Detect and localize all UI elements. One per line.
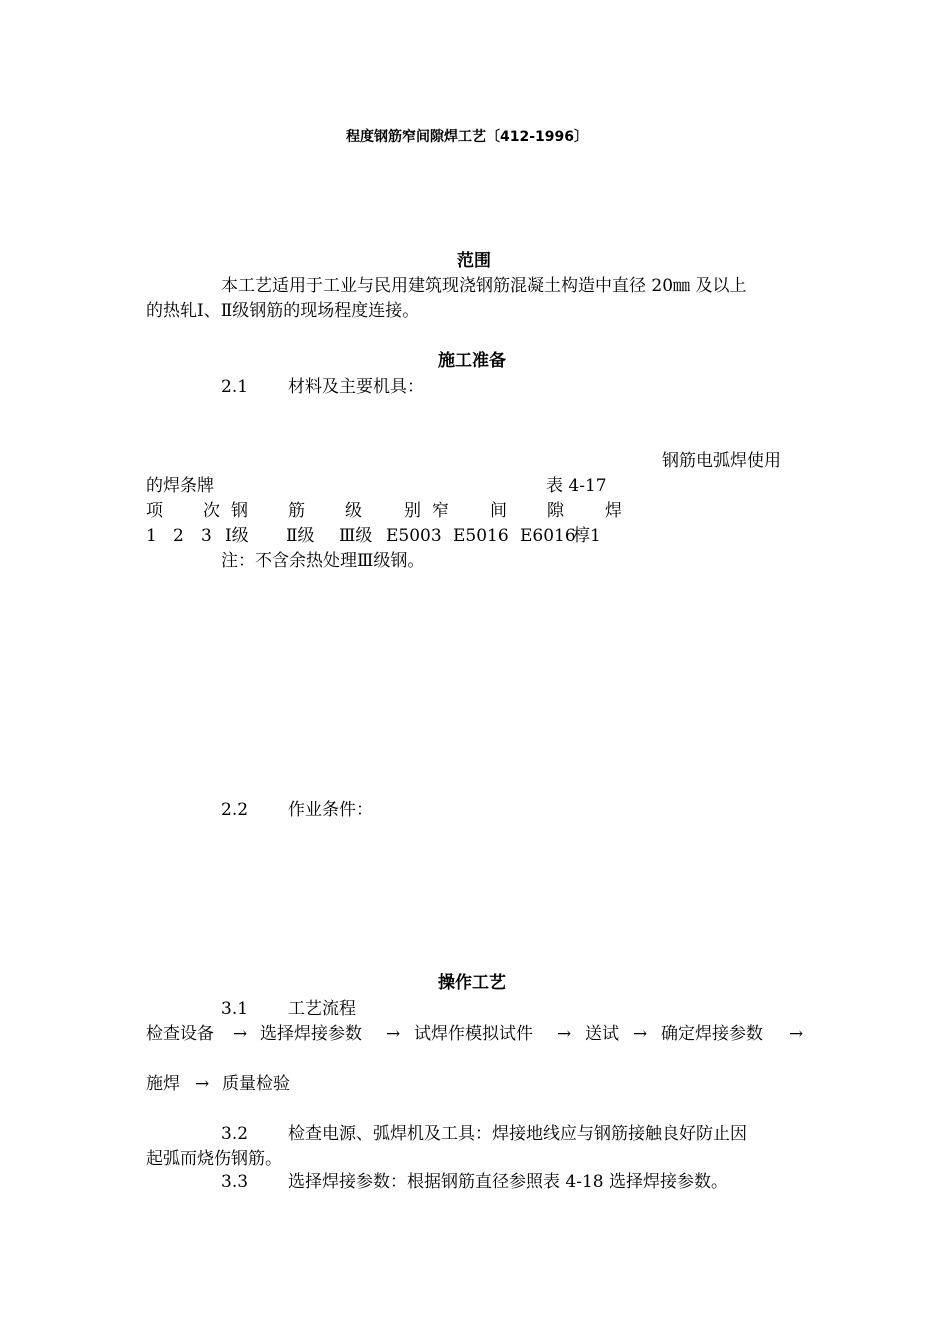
table-header-cell: 间 [490,501,507,521]
scope-paragraph-line2: 的热轧Ⅰ、Ⅱ级钢筋的现场程度连接。 [146,301,420,321]
table-cell: E6016 [520,526,576,546]
table-cell: Ⅲ级 [339,526,373,546]
flow-step: 施焊 [146,1074,180,1094]
flow-step: 确定焊接参数 [661,1024,763,1044]
table-header-cell: 筋 [288,501,305,521]
table-caption-right: 钢筋电弧焊使用 [662,451,781,471]
table-cell: 椁1 [573,526,601,546]
flow-step: 试焊作模拟试件 [414,1024,533,1044]
table-cell: 2 [173,526,184,546]
document-title: 程度钢筋窄间隙焊工艺〔412-1996〕 [346,129,588,145]
table-header-cell: 隙 [547,501,564,521]
item-3-3-text: 选择焊接参数：根据钢筋直径参照表 4-18 选择焊接参数。 [288,1172,728,1192]
flow-step: 选择焊接参数 [260,1024,362,1044]
table-number: 表 4-17 [546,476,607,496]
table-cell: E5003 [386,526,442,546]
item-2-1-number: 2.1 [221,377,249,397]
item-2-2-text: 作业条件： [288,800,373,820]
table-header-cell: 窄 [432,501,449,521]
table-cell: Ⅱ级 [286,526,315,546]
table-caption-left: 的焊条牌 [146,476,214,496]
flow-step: 检查设备 [146,1024,214,1044]
table-header-cell: 别 [404,501,421,521]
flow-arrow: → [195,1074,210,1094]
section-heading-preparation: 施工准备 [438,351,506,371]
table-cell: 1 [146,526,157,546]
item-3-2-number: 3.2 [221,1124,249,1144]
item-3-2-text-line2: 起弧而烧伤钢筋。 [146,1149,282,1169]
section-heading-scope: 范围 [457,251,491,271]
table-header-cell: 钢 [231,501,248,521]
flow-arrow: → [233,1024,248,1044]
section-heading-operation: 操作工艺 [438,973,506,993]
scope-paragraph-line1: 本工艺适用于工业与民用建筑现浇钢筋混凝土构造中直径 20㎜ 及以上 [221,276,747,296]
table-cell: Ⅰ级 [225,526,249,546]
item-2-1-text: 材料及主要机具： [288,377,424,397]
table-header-cell: 次 [203,501,220,521]
flow-arrow: → [386,1024,401,1044]
item-3-2-text-line1: 检查电源、弧焊机及工具：焊接地线应与钢筋接触良好防止因 [288,1124,747,1144]
flow-arrow: → [557,1024,572,1044]
flow-arrow: → [789,1024,804,1044]
table-cell: E5016 [453,526,509,546]
table-note: 注：不含余热处理Ⅲ级钢。 [221,551,425,571]
table-header-cell: 项 [146,501,163,521]
flow-step: 质量检验 [222,1074,290,1094]
item-3-1-text: 工艺流程 [288,999,356,1019]
flow-step: 送试 [585,1024,619,1044]
item-3-3-number: 3.3 [221,1172,249,1192]
item-3-1-number: 3.1 [221,999,249,1019]
table-header-cell: 焊 [605,501,622,521]
table-header-cell: 级 [345,501,362,521]
table-cell: 3 [201,526,212,546]
item-2-2-number: 2.2 [221,800,249,820]
flow-arrow: → [633,1024,648,1044]
